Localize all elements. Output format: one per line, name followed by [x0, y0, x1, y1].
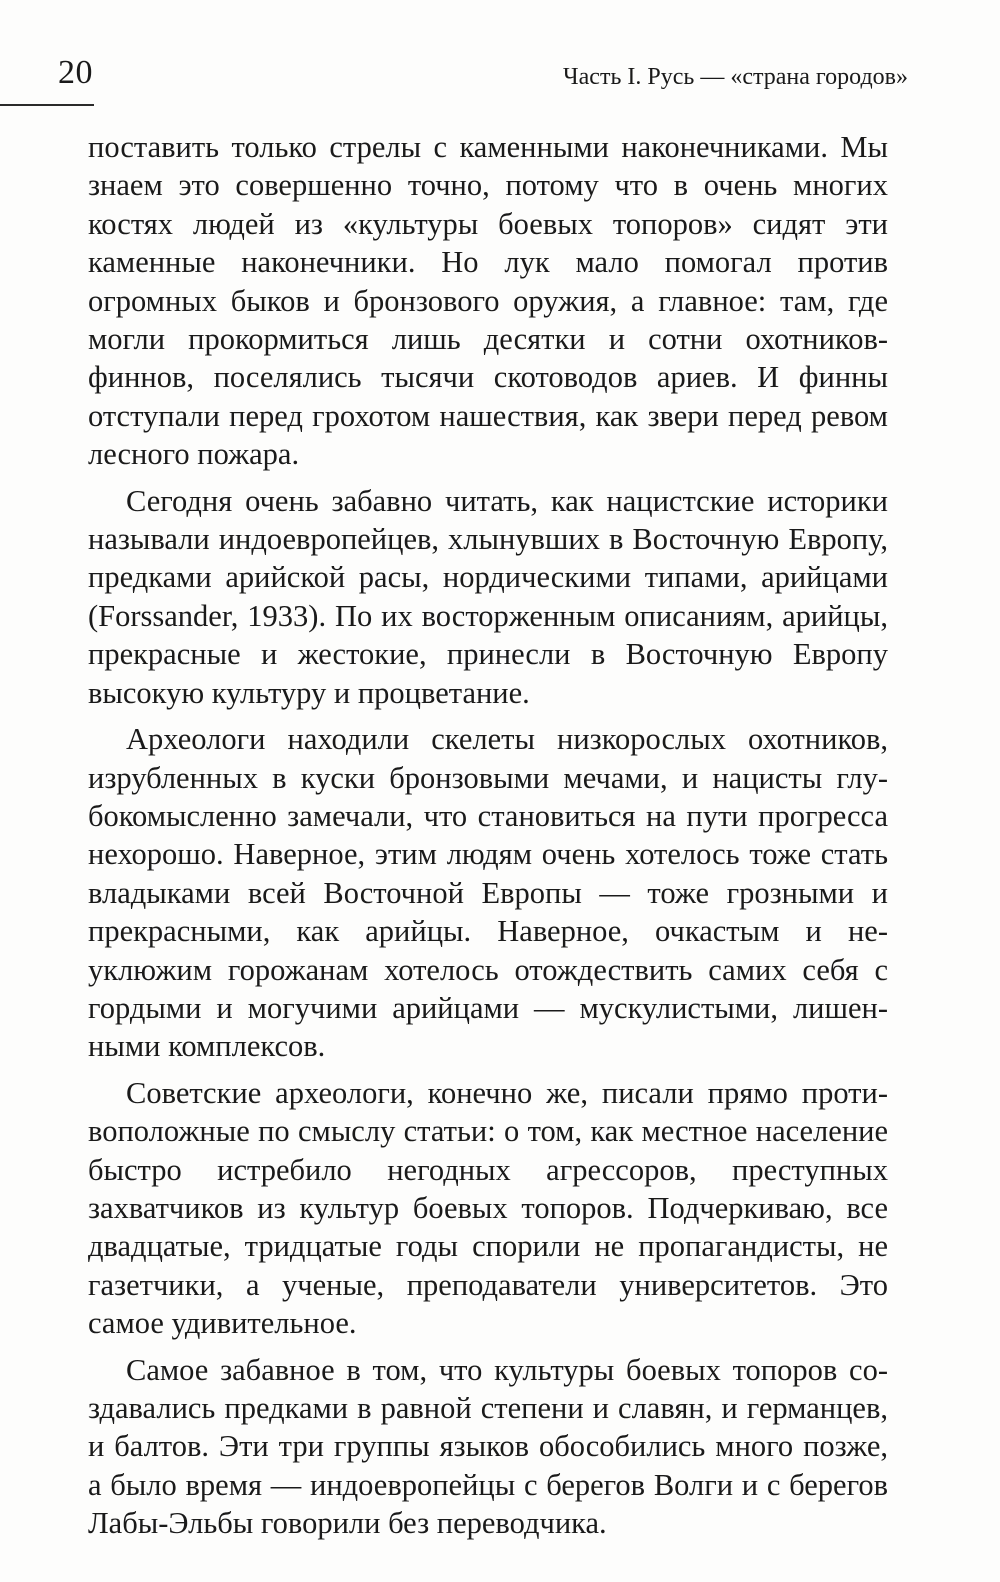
paragraph: Археологи находили скелеты низкорослых охотников, изрубленных в куски бронзовыми мечами, и нацисты глубокомысленно замечали, что становиться на пути прогресса нехорошо. Наверное, этим людям очень хотелось тоже стать владыками всей Восточной Европы — тоже грозными и прекрасными, как арийцы. Наверное, очкастым и неуклюжим горожанам хотелось отождествить самих себя с гордыми и могучими арийцами — мускулистыми, лишенными комплексов.	[88, 722, 888, 1064]
page-number: 20	[58, 54, 93, 91]
paragraph: Самое забавное в том, что культуры боевых топоров создавались предками в равной степени и славян, и германцев, и балтов. Эти три группы языков обособились много позже, а было время — индоевропейцы с берегов Волги и с берегов Лабы-Эльбы говорили без переводчика.	[88, 1352, 888, 1541]
paragraph: Советские археологи, конечно же, писали прямо противоположные по смыслу статьи: о том, как местное население быстро истребило негодных агрессоров, преступных захватчиков из культур боевых топоров. Подчеркиваю, все двадцатые, тридцатые годы спорили не пропагандисты, не газетчики, а ученые, преподаватели университетов. Это самое удивительное.	[88, 1075, 888, 1341]
page-header	[0, 52, 1000, 102]
text-body	[88, 128, 888, 1551]
running-head: Часть I. Русь — «страна городов»	[563, 64, 908, 90]
header-rule	[0, 104, 94, 106]
paragraph-continued: поставить только стрелы с каменными наконечниками. Мы знаем это совершенно точно, потому что в очень многих костях людей из «культуры боевых топоров» сидят эти каменные наконечники. Но лук мало помогал против огромных быков и бронзового оружия, а главное: там, где могли прокормиться лишь десятки и сотни охотников-финнов, поселялись тысячи скотоводов ариев. И финны отступали перед грохотом нашествия, как звери перед ревом лесного пожара.	[88, 130, 888, 472]
paragraph: Сегодня очень забавно читать, как нацистские историки называли индоевропейцев, хлынувших в Восточную Европу, предками арийской расы, нордическими типами, арийцами (Forssander, 1933). По их восторженным описаниям, арийцы, прекрасные и жестокие, принесли в Восточную Европу высокую культуру и процветание.	[88, 483, 888, 710]
